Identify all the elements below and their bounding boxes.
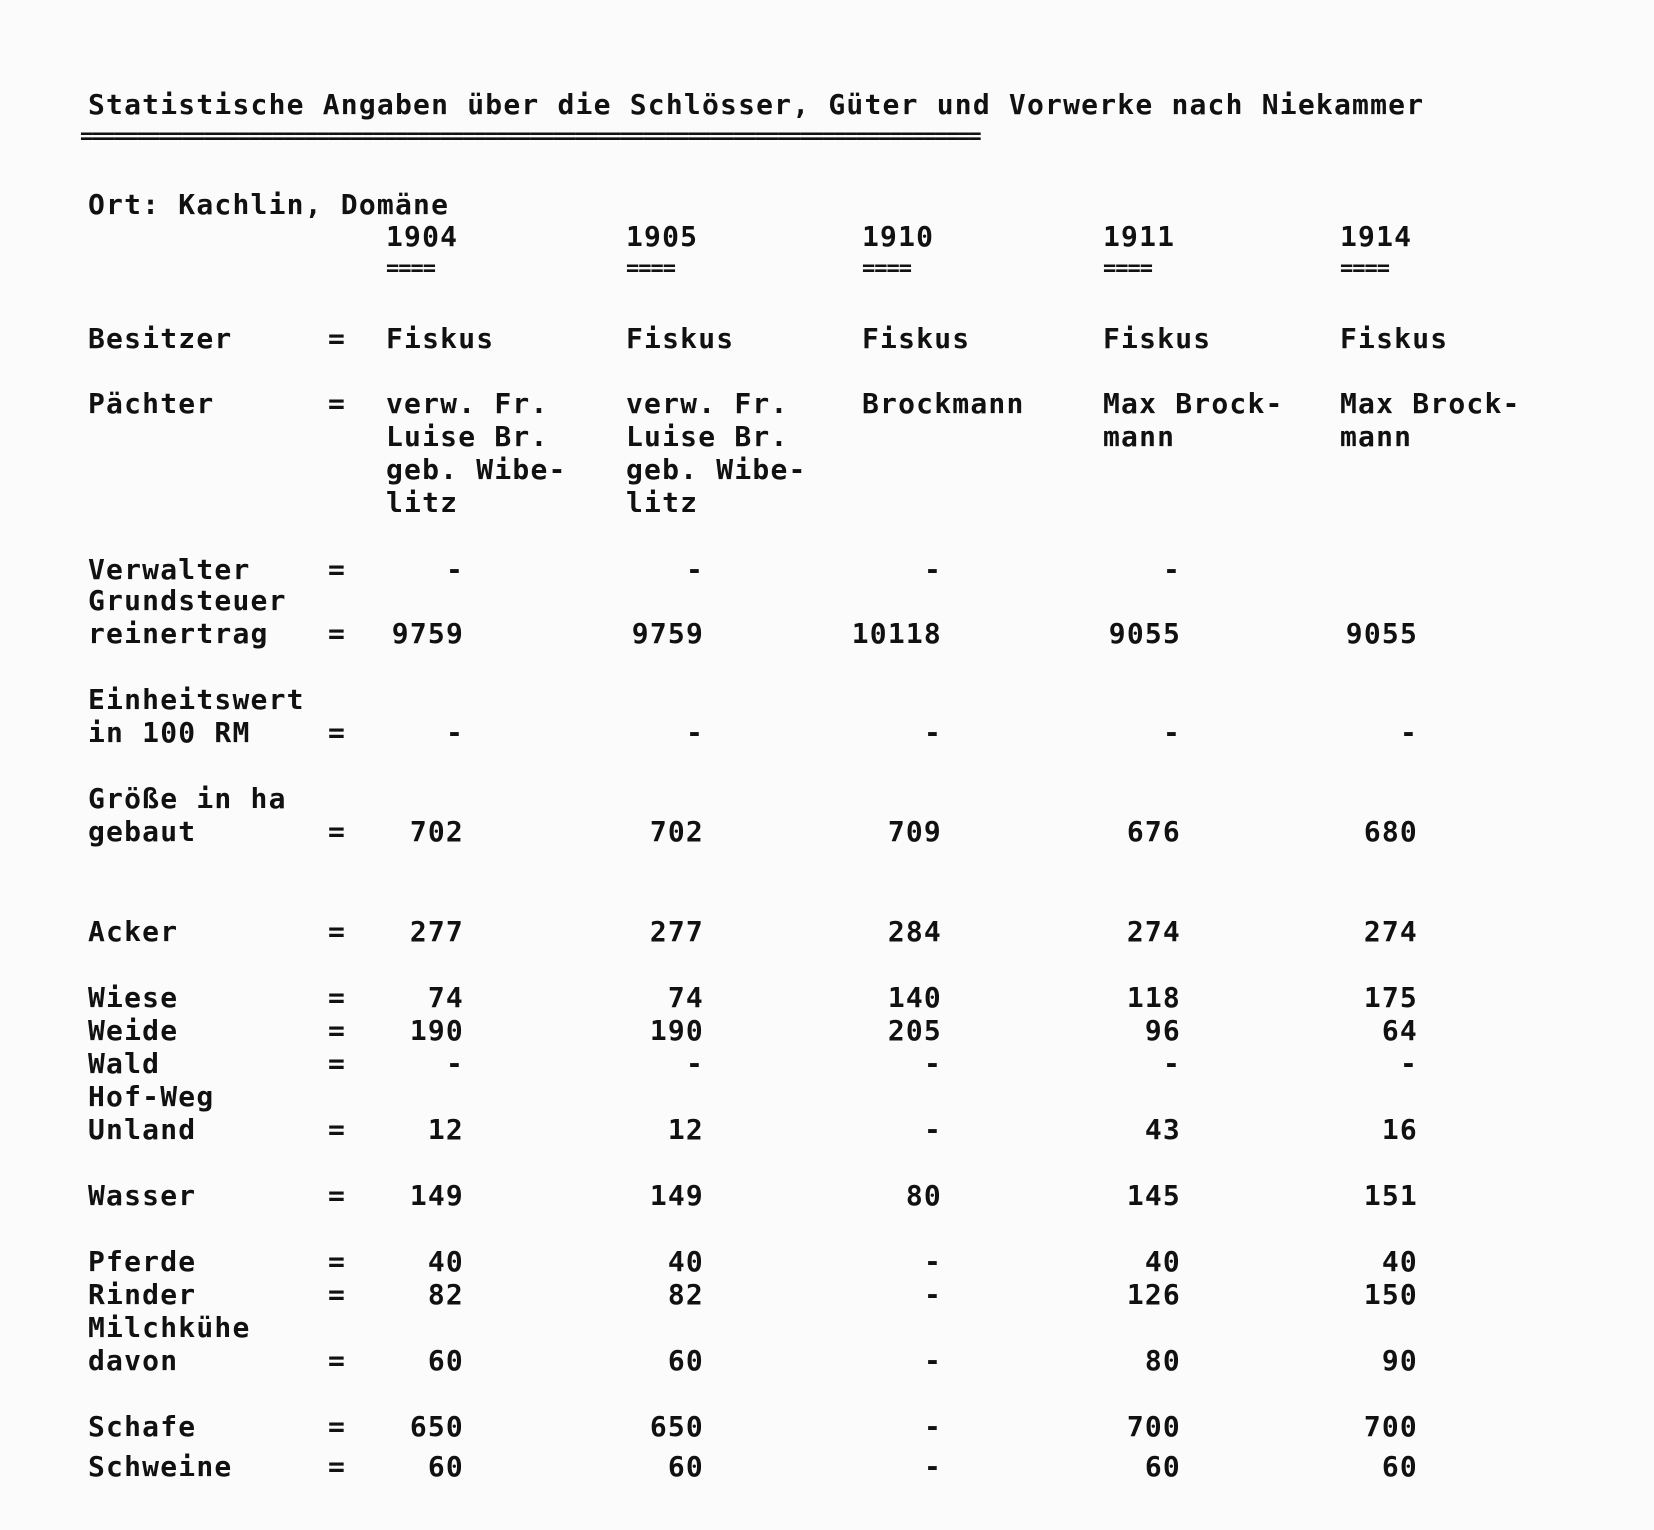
cell-paechter-1905: verw. Fr. Luise Br. geb. Wibe- litz [626, 387, 807, 519]
cell-wald-1904: - [446, 1047, 465, 1080]
cell-rinder-1910: - [924, 1278, 943, 1311]
cell-schafe-1914: 700 [1363, 1410, 1418, 1443]
cell-weide-1904: 190 [409, 1014, 464, 1047]
equals-sign: = [328, 1179, 345, 1212]
row-label-wald: Wald [88, 1047, 161, 1080]
cell-weide-1910: 205 [887, 1014, 942, 1047]
cell-grundsteuer-1911: 9055 [1108, 617, 1181, 650]
cell-unland-1914: 16 [1381, 1113, 1418, 1146]
cell-verwalter-1905: - [686, 553, 705, 586]
cell-wasser-1904: 149 [409, 1179, 464, 1212]
row-label-grundsteuer: Grundsteuer reinertrag [88, 584, 287, 650]
equals-sign: = [328, 1014, 345, 1047]
equals-sign: = [328, 915, 345, 948]
cell-pferde-1905: 40 [667, 1245, 704, 1278]
year-underline: ==== [1103, 256, 1152, 281]
cell-pferde-1911: 40 [1144, 1245, 1181, 1278]
cell-wiese-1905: 74 [667, 981, 704, 1014]
cell-weide-1911: 96 [1144, 1014, 1181, 1047]
cell-acker-1904: 277 [409, 915, 464, 948]
row-label-schweine: Schweine [88, 1450, 233, 1483]
cell-paechter-1910: Brockmann [862, 387, 1025, 420]
year-underline: ==== [626, 256, 675, 281]
equals-sign: = [328, 815, 345, 848]
cell-verwalter-1904: - [446, 553, 465, 586]
cell-pferde-1914: 40 [1381, 1245, 1418, 1278]
cell-wasser-1914: 151 [1363, 1179, 1418, 1212]
year-header-1905: 1905 [626, 220, 699, 253]
document-title: Statistische Angaben über die Schlösser, Güter und Vorwerke nach Niekammer [88, 88, 1425, 121]
cell-schafe-1910: - [924, 1410, 943, 1443]
cell-milchkuehe-1905: 60 [667, 1344, 704, 1377]
cell-unland-1905: 12 [667, 1113, 704, 1146]
equals-sign: = [328, 1278, 345, 1311]
cell-weide-1905: 190 [649, 1014, 704, 1047]
row-label-paechter: Pächter [88, 387, 215, 420]
row-label-weide: Weide [88, 1014, 179, 1047]
cell-wald-1914: - [1400, 1047, 1419, 1080]
cell-wasser-1910: 80 [905, 1179, 942, 1212]
cell-schafe-1904: 650 [409, 1410, 464, 1443]
cell-schweine-1904: 60 [427, 1450, 464, 1483]
year-header-1904: 1904 [386, 220, 459, 253]
cell-groesse-1905: 702 [649, 815, 704, 848]
cell-rinder-1905: 82 [667, 1278, 704, 1311]
year-underline: ==== [1340, 256, 1389, 281]
cell-milchkuehe-1914: 90 [1381, 1344, 1418, 1377]
cell-milchkuehe-1910: - [924, 1344, 943, 1377]
cell-rinder-1914: 150 [1363, 1278, 1418, 1311]
cell-verwalter-1911: - [1163, 553, 1182, 586]
equals-sign: = [328, 1047, 345, 1080]
row-label-wiese: Wiese [88, 981, 179, 1014]
equals-sign: = [328, 716, 345, 749]
cell-milchkuehe-1904: 60 [427, 1344, 464, 1377]
cell-groesse-1910: 709 [887, 815, 942, 848]
cell-unland-1904: 12 [427, 1113, 464, 1146]
row-label-rinder: Rinder [88, 1278, 197, 1311]
cell-einheitswert-1905: - [686, 716, 705, 749]
year-header-1914: 1914 [1340, 220, 1413, 253]
year-header-1911: 1911 [1103, 220, 1176, 253]
cell-schweine-1914: 60 [1381, 1450, 1418, 1483]
year-header-1910: 1910 [862, 220, 935, 253]
cell-paechter-1904: verw. Fr. Luise Br. geb. Wibe- litz [386, 387, 567, 519]
cell-acker-1910: 284 [887, 915, 942, 948]
row-label-groesse: Größe in ha gebaut [88, 782, 287, 848]
cell-besitzer-1910: Fiskus [862, 322, 971, 355]
cell-pferde-1910: - [924, 1245, 943, 1278]
cell-grundsteuer-1914: 9055 [1345, 617, 1418, 650]
cell-besitzer-1914: Fiskus [1340, 322, 1449, 355]
cell-einheitswert-1904: - [446, 716, 465, 749]
cell-wiese-1904: 74 [427, 981, 464, 1014]
cell-rinder-1904: 82 [427, 1278, 464, 1311]
location-line: Ort: Kachlin, Domäne [88, 188, 450, 221]
row-label-acker: Acker [88, 915, 179, 948]
cell-unland-1910: - [924, 1113, 943, 1146]
cell-acker-1914: 274 [1363, 915, 1418, 948]
equals-sign: = [328, 1113, 345, 1146]
cell-besitzer-1904: Fiskus [386, 322, 495, 355]
cell-groesse-1904: 702 [409, 815, 464, 848]
equals-sign: = [328, 322, 345, 355]
cell-paechter-1914: Max Brock- mann [1340, 387, 1521, 453]
cell-wiese-1911: 118 [1126, 981, 1181, 1014]
cell-unland-1911: 43 [1144, 1113, 1181, 1146]
cell-wald-1905: - [686, 1047, 705, 1080]
equals-sign: = [328, 1410, 345, 1443]
equals-sign: = [328, 1450, 345, 1483]
cell-grundsteuer-1905: 9759 [631, 617, 704, 650]
cell-wiese-1914: 175 [1363, 981, 1418, 1014]
row-label-milchkuehe: Milchkühe davon [88, 1311, 251, 1377]
cell-schafe-1905: 650 [649, 1410, 704, 1443]
cell-verwalter-1910: - [924, 553, 943, 586]
row-label-verwalter: Verwalter [88, 553, 251, 586]
cell-einheitswert-1911: - [1163, 716, 1182, 749]
cell-rinder-1911: 126 [1126, 1278, 1181, 1311]
cell-einheitswert-1910: - [924, 716, 943, 749]
cell-schafe-1911: 700 [1126, 1410, 1181, 1443]
cell-besitzer-1905: Fiskus [626, 322, 735, 355]
cell-groesse-1914: 680 [1363, 815, 1418, 848]
cell-weide-1914: 64 [1381, 1014, 1418, 1047]
equals-sign: = [328, 981, 345, 1014]
cell-acker-1905: 277 [649, 915, 704, 948]
cell-wasser-1911: 145 [1126, 1179, 1181, 1212]
equals-sign: = [328, 387, 345, 420]
cell-wasser-1905: 149 [649, 1179, 704, 1212]
cell-acker-1911: 274 [1126, 915, 1181, 948]
cell-pferde-1904: 40 [427, 1245, 464, 1278]
equals-sign: = [328, 1245, 345, 1278]
year-underline: ==== [862, 256, 911, 281]
cell-einheitswert-1914: - [1400, 716, 1419, 749]
equals-sign: = [328, 1344, 345, 1377]
cell-besitzer-1911: Fiskus [1103, 322, 1212, 355]
cell-groesse-1911: 676 [1126, 815, 1181, 848]
cell-schweine-1910: - [924, 1450, 943, 1483]
cell-wiese-1910: 140 [887, 981, 942, 1014]
cell-wald-1911: - [1163, 1047, 1182, 1080]
cell-schweine-1905: 60 [667, 1450, 704, 1483]
year-underline: ==== [386, 256, 435, 281]
equals-sign: = [328, 617, 345, 650]
equals-sign: = [328, 553, 345, 586]
cell-grundsteuer-1910: 10118 [851, 617, 942, 650]
row-label-unland: Hof-Weg Unland [88, 1080, 215, 1146]
row-label-wasser: Wasser [88, 1179, 197, 1212]
row-label-besitzer: Besitzer [88, 322, 233, 355]
cell-paechter-1911: Max Brock- mann [1103, 387, 1284, 453]
cell-grundsteuer-1904: 9759 [391, 617, 464, 650]
cell-schweine-1911: 60 [1144, 1450, 1181, 1483]
cell-wald-1910: - [924, 1047, 943, 1080]
title-underline: ================================================================================ [80, 130, 980, 144]
row-label-pferde: Pferde [88, 1245, 197, 1278]
row-label-einheitswert: Einheitswert in 100 RM [88, 683, 305, 749]
row-label-schafe: Schafe [88, 1410, 197, 1443]
cell-milchkuehe-1911: 80 [1144, 1344, 1181, 1377]
